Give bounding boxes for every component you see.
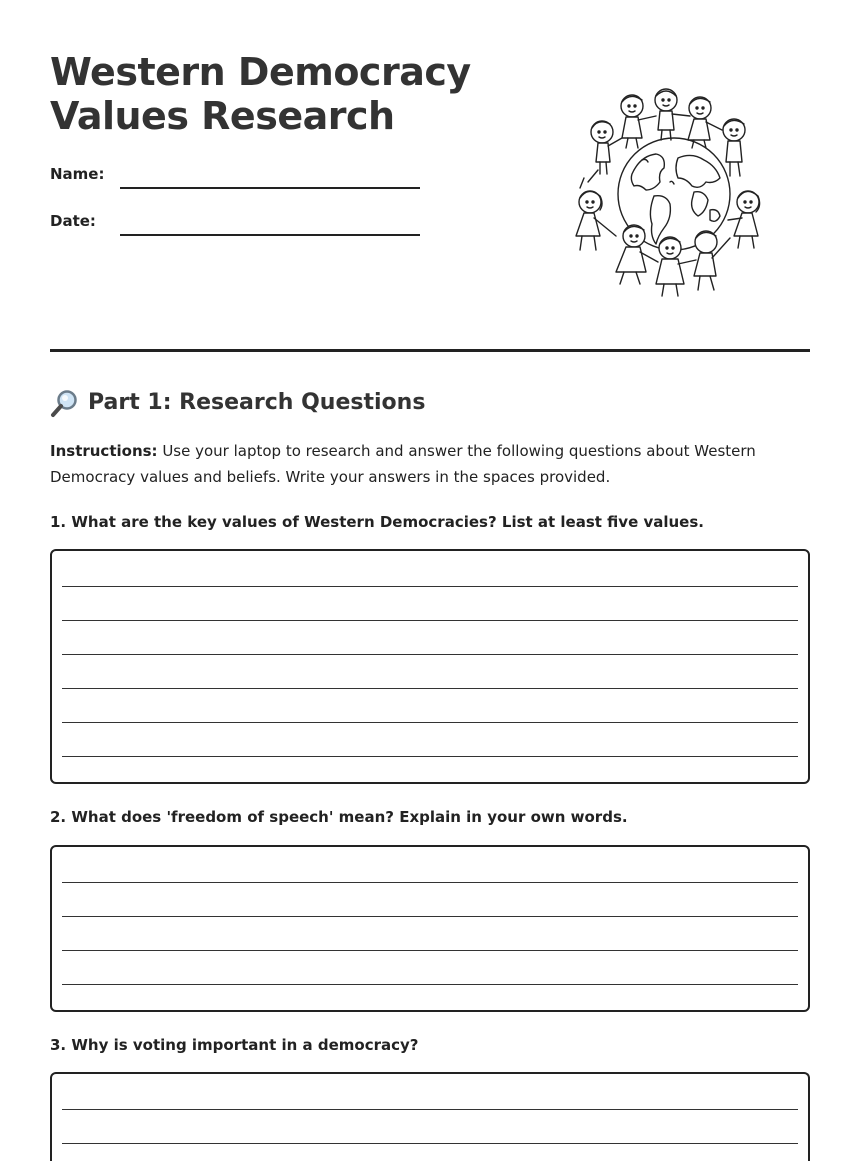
worksheet-header <box>50 0 810 352</box>
answer-line <box>62 688 798 689</box>
answer-line <box>62 882 798 883</box>
answer-line <box>62 916 798 917</box>
answer-line <box>62 722 798 723</box>
children-around-globe-illustration <box>570 86 770 298</box>
answer-line <box>62 1109 798 1110</box>
question-3: 3. Why is voting important in a democracy? <box>50 1036 419 1054</box>
name-label: Name: <box>50 165 105 183</box>
answer-line <box>62 950 798 951</box>
answer-line <box>62 620 798 621</box>
part-1-heading <box>50 388 425 418</box>
instructions-label: Instructions: <box>50 442 158 460</box>
answer-line <box>62 586 798 587</box>
answer-box-1[interactable] <box>50 549 810 784</box>
answer-line <box>62 1143 798 1144</box>
answer-box-2[interactable] <box>50 845 810 1012</box>
date-label: Date: <box>50 212 96 230</box>
title-line-1: Western Democracy <box>50 50 471 94</box>
date-field[interactable] <box>50 207 420 237</box>
header-divider <box>50 349 810 352</box>
worksheet-title <box>50 50 520 138</box>
answer-line <box>62 654 798 655</box>
title-line-2: Values Research <box>50 94 395 138</box>
question-2: 2. What does 'freedom of speech' mean? Explain in your own words. <box>50 808 628 826</box>
answer-line <box>62 984 798 985</box>
instructions-paragraph <box>50 438 810 490</box>
date-write-line[interactable] <box>120 234 420 236</box>
name-write-line[interactable] <box>120 187 420 189</box>
name-field[interactable] <box>50 160 420 190</box>
answer-box-3[interactable] <box>50 1072 810 1161</box>
part-1-title: Part 1: Research Questions <box>88 390 426 415</box>
magnifying-glass-icon <box>50 388 80 418</box>
answer-line <box>62 756 798 757</box>
instructions-text: Use your laptop to research and answer the following questions about Western Democracy values and beliefs. Write your answers in the spaces provided. <box>50 442 756 486</box>
question-1: 1. What are the key values of Western Democracies? List at least five values. <box>50 513 704 531</box>
